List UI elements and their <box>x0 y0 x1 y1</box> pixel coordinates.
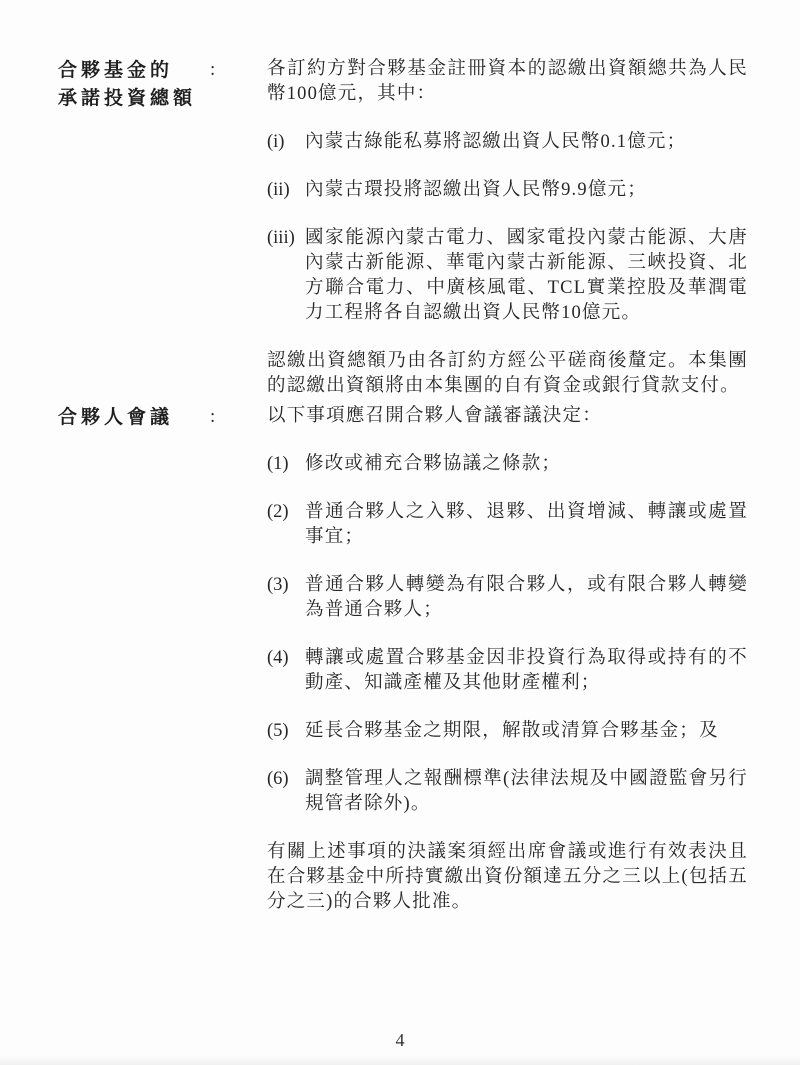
description-fund-commitment <box>267 57 748 399</box>
list-item <box>267 573 748 623</box>
list-text: 修改或補充合夥協議之條款； <box>305 454 562 474</box>
list-item <box>267 130 748 155</box>
list-marker: (3) <box>267 575 289 595</box>
list-marker: (4) <box>267 648 289 668</box>
content-area <box>58 57 748 915</box>
list-marker: (iii) <box>267 228 295 248</box>
paragraph: 認繳出資總額乃由各訂約方經公平磋商後釐定。本集團的認繳出資額將由本集團的自有資金或銀行貸款支付。 <box>267 351 748 396</box>
list-text: 普通合夥人之入夥、退夥、出資增減、轉讓或處置事宜； <box>305 502 748 547</box>
list-marker: (6) <box>267 769 289 789</box>
list-marker: (i) <box>267 132 285 152</box>
list-marker: (1) <box>267 454 289 474</box>
list-item <box>267 500 748 550</box>
paragraph: 各訂約方對合夥基金註冊資本的認繳出資額總共為人民幣100億元，其中： <box>267 59 748 104</box>
list-item <box>267 767 748 817</box>
list-item <box>267 452 748 477</box>
list-marker: (2) <box>267 502 289 522</box>
section-fund-committed-investment <box>58 57 748 399</box>
list-text: 普通合夥人轉變為有限合夥人，或有限合夥人轉變為普通合夥人； <box>305 575 748 620</box>
list-text: 延長合夥基金之期限，解散或清算合夥基金；及 <box>305 721 719 741</box>
page-number: 4 <box>395 1030 405 1050</box>
paragraph: 以下事項應召開合夥人會議審議決定： <box>267 406 602 426</box>
term-label-fund-commitment <box>58 57 210 113</box>
description-partners-meeting <box>267 404 748 915</box>
list-text: 轉讓或處置合夥基金因非投資行為取得或持有的不動產、知識產權及其他財產權利； <box>305 648 748 693</box>
list-item <box>267 646 748 696</box>
list-text: 國家能源內蒙古電力、國家電投內蒙古能源、大唐內蒙古新能源、華電內蒙古新能源、三峽投資、北方聯合電力、中廣核風電、TCL實業控股及華潤電力工程將各自認繳出資人民幣10億元。 <box>305 228 748 323</box>
term-label-partners-meeting <box>58 404 210 432</box>
list-text: 內蒙古綠能私募將認繳出資人民幣0.1億元； <box>305 132 687 152</box>
list-item <box>267 178 748 203</box>
list-item <box>267 226 748 326</box>
colon-separator: : <box>210 406 216 427</box>
list-marker: (5) <box>267 721 289 741</box>
list-text: 內蒙古環投將認繳出資人民幣9.9億元； <box>305 180 647 200</box>
paragraph: 有關上述事項的決議案須經出席會議或進行有效表決且在合夥基金中所持實繳出資份額達五分之三以上(包括五分之三)的合夥人批准。 <box>267 842 748 912</box>
term-line: 合夥基金的 <box>58 60 174 81</box>
list-marker: (ii) <box>267 180 290 200</box>
colon-separator: : <box>210 59 216 80</box>
list-text: 調整管理人之報酬標準(法律法規及中國證監會另行規管者除外)。 <box>305 769 748 814</box>
section-partners-meeting <box>58 404 748 915</box>
term-line: 承諾投資總額 <box>58 88 197 109</box>
term-line: 合夥人會議 <box>58 407 174 428</box>
list-item <box>267 719 748 744</box>
